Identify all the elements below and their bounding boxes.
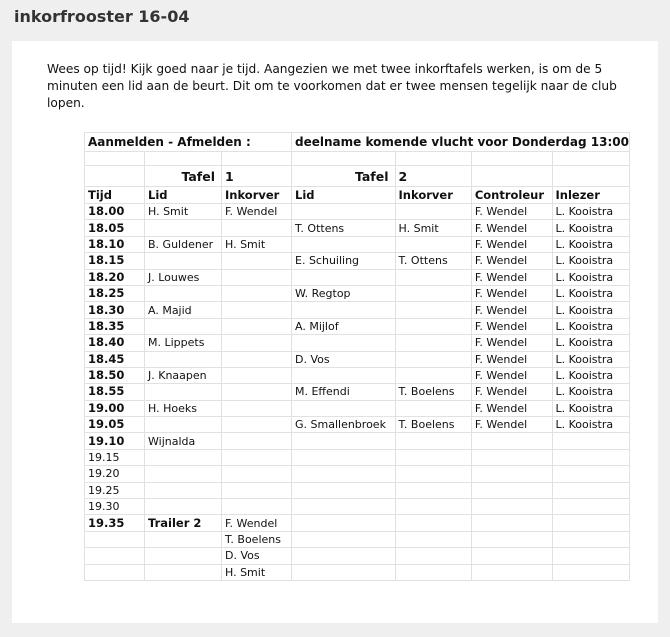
inkorver-2-cell	[395, 204, 471, 220]
inkorver-1-cell: F. Wendel	[222, 204, 292, 220]
inkorver-2-cell: T. Boelens	[395, 417, 471, 433]
lid-1-cell: H. Smit	[145, 204, 222, 220]
trailer-row	[85, 515, 630, 531]
lid-2-cell: A. Mijlof	[292, 318, 396, 334]
page-title: inkorfrooster 16-04	[14, 7, 190, 26]
empty-cell	[145, 548, 222, 564]
time-cell: 18.20	[85, 269, 145, 285]
time-cell: 19.30	[85, 499, 145, 515]
controleur-cell: F. Wendel	[471, 220, 552, 236]
lid-1-cell	[145, 499, 222, 515]
empty-cell	[292, 564, 396, 580]
inkorver-1-cell	[222, 269, 292, 285]
inlezer-cell: L. Kooistra	[552, 351, 629, 367]
col-inkorver-1: Inkorver	[222, 187, 292, 204]
inkorver-1-cell	[222, 285, 292, 301]
inkorver-2-cell	[395, 269, 471, 285]
tafel-2-label: Tafel	[292, 166, 396, 187]
table-row	[85, 204, 630, 220]
time-cell: 19.10	[85, 433, 145, 449]
inlezer-cell	[552, 482, 629, 498]
controleur-cell: F. Wendel	[471, 318, 552, 334]
controleur-cell: F. Wendel	[471, 400, 552, 416]
table-row	[85, 482, 630, 498]
inkorver-2-cell	[395, 318, 471, 334]
empty-cell	[395, 531, 471, 547]
inkorver-1-cell	[222, 417, 292, 433]
table-row	[85, 285, 630, 301]
empty-cell	[395, 515, 471, 531]
trailer-time: 19.35	[85, 515, 145, 531]
inlezer-cell: L. Kooistra	[552, 318, 629, 334]
inkorver-1-cell	[222, 466, 292, 482]
controleur-cell: F. Wendel	[471, 351, 552, 367]
trailer-row	[85, 548, 630, 564]
lid-1-cell	[145, 466, 222, 482]
controleur-cell: F. Wendel	[471, 335, 552, 351]
inlezer-cell: L. Kooistra	[552, 269, 629, 285]
empty-cell	[552, 515, 629, 531]
lid-1-cell	[145, 351, 222, 367]
inkorver-1-cell	[222, 318, 292, 334]
lid-1-cell: J. Knaapen	[145, 367, 222, 383]
inkorver-1-cell: H. Smit	[222, 236, 292, 252]
empty-cell	[471, 531, 552, 547]
lid-2-cell	[292, 499, 396, 515]
lid-1-cell	[145, 285, 222, 301]
lid-1-cell	[145, 318, 222, 334]
column-header-row	[85, 187, 630, 204]
time-cell: 19.00	[85, 400, 145, 416]
table-row	[85, 318, 630, 334]
inkorver-2-cell: T. Ottens	[395, 253, 471, 269]
inkorver-2-cell	[395, 433, 471, 449]
lid-2-cell	[292, 433, 396, 449]
inlezer-cell: L. Kooistra	[552, 335, 629, 351]
inkorver-1-cell	[222, 367, 292, 383]
time-cell: 18.55	[85, 384, 145, 400]
empty-cell	[552, 531, 629, 547]
inlezer-cell: L. Kooistra	[552, 367, 629, 383]
trailer-name: H. Smit	[222, 564, 292, 580]
table-row	[85, 499, 630, 515]
controleur-cell: F. Wendel	[471, 384, 552, 400]
table-row	[85, 236, 630, 252]
inlezer-cell	[552, 466, 629, 482]
inkorver-2-cell	[395, 367, 471, 383]
lid-1-cell: J. Louwes	[145, 269, 222, 285]
col-tijd: Tijd	[85, 187, 145, 204]
inlezer-cell: L. Kooistra	[552, 220, 629, 236]
time-cell: 18.30	[85, 302, 145, 318]
time-cell: 18.00	[85, 204, 145, 220]
tafel-1-label: Tafel	[145, 166, 222, 187]
inlezer-cell	[552, 433, 629, 449]
inkorver-2-cell	[395, 351, 471, 367]
table-row	[85, 400, 630, 416]
lid-2-cell	[292, 269, 396, 285]
table-row	[85, 253, 630, 269]
lid-2-cell	[292, 236, 396, 252]
trailer-label: Trailer 2	[145, 515, 222, 531]
inlezer-cell: L. Kooistra	[552, 236, 629, 252]
header-left: Aanmelden - Afmelden :	[85, 133, 292, 152]
lid-2-cell	[292, 335, 396, 351]
header-row	[85, 133, 630, 152]
intro-text: Wees op tijd! Kijk goed naar je tijd. Aangezien we met twee inkorftafels werken, is om de 5 minuten een lid aan de beurt. Dit om te voorkomen dat er twee mensen tegelijk naar de club lopen.	[47, 62, 617, 110]
lid-2-cell	[292, 367, 396, 383]
inlezer-cell: L. Kooistra	[552, 204, 629, 220]
time-cell: 18.15	[85, 253, 145, 269]
lid-2-cell: W. Regtop	[292, 285, 396, 301]
lid-1-cell	[145, 384, 222, 400]
empty-cell	[552, 548, 629, 564]
empty-cell	[145, 564, 222, 580]
inkorver-1-cell	[222, 400, 292, 416]
inkorver-2-cell: T. Boelens	[395, 384, 471, 400]
empty-cell	[471, 515, 552, 531]
time-cell: 18.40	[85, 335, 145, 351]
lid-2-cell	[292, 482, 396, 498]
schedule-card	[12, 41, 658, 623]
time-cell: 19.15	[85, 449, 145, 465]
lid-1-cell	[145, 417, 222, 433]
inkorver-2-cell	[395, 466, 471, 482]
trailer-name: F. Wendel	[222, 515, 292, 531]
lid-1-cell	[145, 253, 222, 269]
time-cell: 18.10	[85, 236, 145, 252]
col-lid-2: Lid	[292, 187, 396, 204]
time-cell: 19.20	[85, 466, 145, 482]
inlezer-cell: L. Kooistra	[552, 302, 629, 318]
controleur-cell	[471, 482, 552, 498]
trailer-name: D. Vos	[222, 548, 292, 564]
lid-2-cell: D. Vos	[292, 351, 396, 367]
inkorver-1-cell	[222, 335, 292, 351]
time-cell: 19.05	[85, 417, 145, 433]
inlezer-cell: L. Kooistra	[552, 253, 629, 269]
controleur-cell: F. Wendel	[471, 302, 552, 318]
inkorver-1-cell	[222, 433, 292, 449]
tafel-1-number: 1	[222, 166, 292, 187]
inkorver-2-cell	[395, 482, 471, 498]
inkorver-1-cell	[222, 351, 292, 367]
col-lid-1: Lid	[145, 187, 222, 204]
empty-cell	[85, 531, 145, 547]
lid-2-cell	[292, 400, 396, 416]
controleur-cell: F. Wendel	[471, 367, 552, 383]
inkorver-2-cell	[395, 499, 471, 515]
inlezer-cell: L. Kooistra	[552, 417, 629, 433]
table-row	[85, 384, 630, 400]
empty-cell	[292, 548, 396, 564]
empty-cell	[85, 564, 145, 580]
lid-1-cell: H. Hoeks	[145, 400, 222, 416]
inlezer-cell: L. Kooistra	[552, 384, 629, 400]
table-row	[85, 335, 630, 351]
inkorver-1-cell	[222, 499, 292, 515]
empty-cell	[85, 548, 145, 564]
inkorver-2-cell	[395, 335, 471, 351]
time-cell: 18.45	[85, 351, 145, 367]
inkorver-2-cell: H. Smit	[395, 220, 471, 236]
lid-1-cell: M. Lippets	[145, 335, 222, 351]
col-inkorver-2: Inkorver	[395, 187, 471, 204]
empty-cell	[292, 531, 396, 547]
time-cell: 18.35	[85, 318, 145, 334]
inlezer-cell	[552, 499, 629, 515]
table-row	[85, 302, 630, 318]
table-row	[85, 351, 630, 367]
inkorver-1-cell	[222, 449, 292, 465]
time-cell: 19.25	[85, 482, 145, 498]
inkorver-2-cell	[395, 236, 471, 252]
lid-1-cell: B. Guldener	[145, 236, 222, 252]
trailer-row	[85, 564, 630, 580]
inlezer-cell	[552, 449, 629, 465]
controleur-cell: F. Wendel	[471, 204, 552, 220]
empty-cell	[145, 531, 222, 547]
lid-2-cell: E. Schuiling	[292, 253, 396, 269]
controleur-cell	[471, 433, 552, 449]
empty-cell	[395, 548, 471, 564]
table-row	[85, 433, 630, 449]
inlezer-cell: L. Kooistra	[552, 400, 629, 416]
lid-2-cell: T. Ottens	[292, 220, 396, 236]
empty-cell	[471, 564, 552, 580]
controleur-cell: F. Wendel	[471, 417, 552, 433]
trailer-name: T. Boelens	[222, 531, 292, 547]
lid-1-cell	[145, 482, 222, 498]
controleur-cell: F. Wendel	[471, 236, 552, 252]
inkorver-2-cell	[395, 400, 471, 416]
inkorver-1-cell	[222, 253, 292, 269]
lid-1-cell: A. Majid	[145, 302, 222, 318]
time-cell: 18.50	[85, 367, 145, 383]
empty-cell	[552, 564, 629, 580]
inkorver-1-cell	[222, 220, 292, 236]
controleur-cell	[471, 499, 552, 515]
inkorver-1-cell	[222, 384, 292, 400]
empty-cell	[292, 515, 396, 531]
table-row	[85, 367, 630, 383]
lid-2-cell	[292, 204, 396, 220]
table-row	[85, 466, 630, 482]
lid-2-cell	[292, 449, 396, 465]
blank-row	[85, 152, 630, 166]
lid-2-cell	[292, 302, 396, 318]
table-row	[85, 269, 630, 285]
controleur-cell: F. Wendel	[471, 253, 552, 269]
controleur-cell	[471, 466, 552, 482]
table-row	[85, 417, 630, 433]
time-cell: 18.25	[85, 285, 145, 301]
tafel-2-number: 2	[395, 166, 471, 187]
lid-1-cell	[145, 220, 222, 236]
controleur-cell	[471, 449, 552, 465]
empty-cell	[471, 548, 552, 564]
lid-2-cell: G. Smallenbroek	[292, 417, 396, 433]
time-cell: 18.05	[85, 220, 145, 236]
col-controleur: Controleur	[471, 187, 552, 204]
col-inlezer: Inlezer	[552, 187, 629, 204]
inlezer-cell: L. Kooistra	[552, 285, 629, 301]
inkorver-1-cell	[222, 482, 292, 498]
inkorver-2-cell	[395, 285, 471, 301]
lid-2-cell: M. Effendi	[292, 384, 396, 400]
lid-2-cell	[292, 466, 396, 482]
empty-cell	[395, 564, 471, 580]
table-row	[85, 220, 630, 236]
lid-1-cell	[145, 449, 222, 465]
schedule-table	[84, 132, 630, 581]
table-row	[85, 449, 630, 465]
header-right: deelname komende vlucht voor Donderdag 13:00	[292, 133, 630, 152]
lid-1-cell: Wijnalda	[145, 433, 222, 449]
inkorver-2-cell	[395, 449, 471, 465]
inkorver-2-cell	[395, 302, 471, 318]
controleur-cell: F. Wendel	[471, 269, 552, 285]
inkorver-1-cell	[222, 302, 292, 318]
tafel-row	[85, 166, 630, 187]
controleur-cell: F. Wendel	[471, 285, 552, 301]
trailer-row	[85, 531, 630, 547]
